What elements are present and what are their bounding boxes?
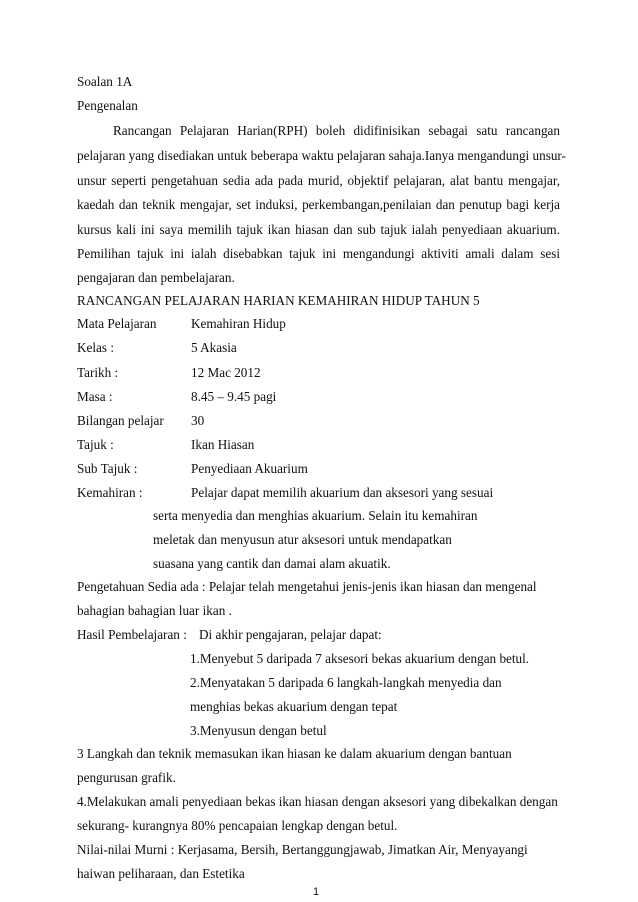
hasil-item: 3.Menyusun dengan betul bbox=[190, 723, 327, 738]
field-value: Penyediaan Akuarium bbox=[191, 461, 308, 476]
item4-line: 4.Melakukan amali penyediaan bekas ikan hiasan dengan aksesori yang dibekalkan dengan bbox=[77, 794, 558, 809]
field-value: Ikan Hiasan bbox=[191, 437, 255, 452]
rph-title: RANCANGAN PELAJARAN HARIAN KEMAHIRAN HIDUP TAHUN 5 bbox=[77, 293, 480, 308]
langkah-line: 3 Langkah dan teknik memasukan ikan hiasan ke dalam akuarium dengan bantuan bbox=[77, 746, 512, 761]
hasil-item: menghias bekas akuarium dengan tepat bbox=[190, 699, 398, 714]
intro-line: Pemilihan tajuk ini ialah disebabkan tajuk ini mengandungi aktiviti amali dalam sesi bbox=[77, 246, 560, 261]
intro-line: pengajaran dan pembelajaran. bbox=[77, 270, 235, 285]
hasil-item: 2.Menyatakan 5 daripada 6 langkah-langkah menyedia dan bbox=[190, 675, 502, 690]
kemahiran-line: serta menyedia dan menghias akuarium. Selain itu kemahiran bbox=[153, 508, 478, 523]
nilai-line: Nilai-nilai Murni : Kerjasama, Bersih, Bertanggungjawab, Jimatkan Air, Menyayangi bbox=[77, 842, 528, 857]
field-label: Bilangan pelajar bbox=[77, 413, 164, 428]
field-label: Kemahiran : bbox=[77, 485, 143, 500]
field-value: 5 Akasia bbox=[191, 340, 237, 355]
hasil-intro: Di akhir pengajaran, pelajar dapat: bbox=[199, 627, 382, 642]
field-label: Masa : bbox=[77, 389, 113, 404]
field-value: 12 Mac 2012 bbox=[191, 365, 261, 380]
nilai-line: haiwan peliharaan, dan Estetika bbox=[77, 866, 245, 881]
intro-line: unsur seperti pengetahuan sedia ada pada murid, objektif pelajaran, alat bantu mengajar, bbox=[77, 173, 560, 188]
intro-line: Rancangan Pelajaran Harian(RPH) boleh didifinisikan sebagai satu rancangan bbox=[113, 123, 560, 138]
intro-line: pelajaran yang disediakan untuk beberapa waktu pelajaran sahaja.Ianya mengandungi unsur- bbox=[77, 148, 566, 163]
intro-line: kursus kali ini saya memilih tajuk ikan hiasan dan sub tajuk ialah penyediaan akuarium. bbox=[77, 222, 560, 237]
field-label: Tarikh : bbox=[77, 365, 119, 380]
kemahiran-line: meletak dan menyusun atur aksesori untuk mendapatkan bbox=[153, 532, 452, 547]
field-label: Sub Tajuk : bbox=[77, 461, 138, 476]
field-label: Kelas : bbox=[77, 340, 114, 355]
hasil-label: Hasil Pembelajaran : bbox=[77, 627, 187, 642]
page-number: 1 bbox=[313, 886, 320, 898]
item4-line: sekurang- kurangnya 80% pencapaian lengkap dengan betul. bbox=[77, 818, 398, 833]
intro-heading: Pengenalan bbox=[77, 98, 138, 113]
intro-line: kaedah dan teknik mengajar, set induksi, perkembangan,penilaian dan penutup bagi kerja bbox=[77, 197, 560, 212]
pengetahuan-line: bahagian bahagian luar ikan . bbox=[77, 603, 232, 618]
question-heading: Soalan 1A bbox=[77, 74, 133, 89]
hasil-item: 1.Menyebut 5 daripada 7 aksesori bekas akuarium dengan betul. bbox=[190, 651, 530, 666]
field-label: Tajuk : bbox=[77, 437, 114, 452]
pengetahuan-line: Pengetahuan Sedia ada : Pelajar telah mengetahui jenis-jenis ikan hiasan dan mengenal bbox=[77, 579, 537, 594]
langkah-line: pengurusan grafik. bbox=[77, 770, 176, 785]
field-label: Mata Pelajaran bbox=[77, 316, 157, 331]
field-value: 30 bbox=[191, 413, 205, 428]
field-value: Kemahiran Hidup bbox=[191, 316, 286, 331]
kemahiran-line: suasana yang cantik dan damai alam akuatik. bbox=[153, 556, 391, 571]
field-value: Pelajar dapat memilih akuarium dan aksesori yang sesuai bbox=[191, 485, 494, 500]
field-value: 8.45 – 9.45 pagi bbox=[191, 389, 277, 404]
